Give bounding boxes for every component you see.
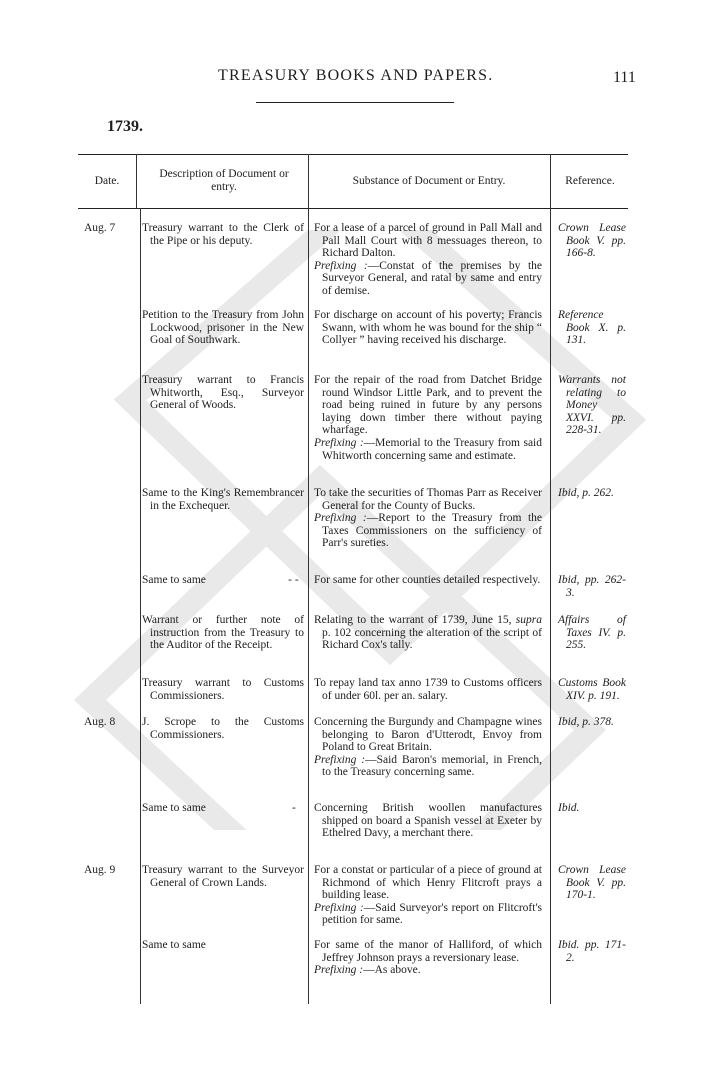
substance-text: For a lease of a parcel of ground in Pall Mall and Pall Mall Court with 8 messuages thereon, to Richard Dalton.: [314, 222, 542, 260]
row-description: Same to same: [142, 939, 206, 951]
prefixing-label: Prefixing :: [314, 753, 366, 766]
running-title: TREASURY BOOKS AND PAPERS.: [218, 67, 494, 84]
year-heading: 1739.: [107, 118, 143, 135]
row-description: Same to same -: [142, 802, 296, 814]
description-text: Same to same: [142, 802, 206, 814]
column-header-description: Description of Document or entry.: [159, 168, 289, 193]
prefixing-text: —Report to the Treasury from the Taxes Commissioners on the sufficiency of Parr's sureties.: [322, 512, 543, 550]
row-description: Warrant or further note of instruction from the Treasury to the Auditor of the Receipt.: [142, 614, 304, 652]
row-substance: To repay land tax anno 1739 to Customs officers of under 60l. per an. salary.: [314, 677, 542, 702]
substance-text: For a constat or particular of a piece of ground at Richmond of which Henry Flitcroft prays a building lease.: [314, 864, 542, 902]
row-substance: [314, 614, 542, 652]
prefixing-text: —Constat of the premises by the Surveyor General, and ratal by same and entry of demise.: [322, 259, 542, 297]
header-rule: [256, 102, 454, 103]
row-reference: Ibid. pp. 171-2.: [558, 939, 626, 964]
row-description: Same to the King's Remembrancer in the Exchequer.: [142, 487, 304, 512]
leader-dashes: - -: [288, 574, 299, 586]
row-reference: Ibid.: [558, 802, 580, 814]
column-divider: [140, 208, 141, 1004]
prefixing-text: —Memorial to the Treasury from said Whitworth concerning same and estimate.: [322, 436, 542, 462]
row-substance: [314, 374, 542, 462]
row-reference: Affairs of Taxes IV. p. 255.: [558, 614, 626, 652]
row-date: Aug. 7: [84, 222, 116, 234]
row-substance: For same for other counties detailed respectively.: [314, 574, 541, 586]
row-reference: Reference Book X. p. 131.: [558, 309, 626, 347]
page-number: 111: [613, 69, 636, 86]
substance-text: For same of the manor of Halliford, of which Jeffrey Johnson prays a reversionary lease.: [314, 939, 542, 964]
row-substance: [314, 222, 542, 298]
substance-text: For the repair of the road from Datchet Bridge round Windsor Little Park, and to prevent the road being ruined in future by any persons laying down timber there without paying wharfage.: [314, 374, 542, 437]
substance-text-pre: Relating to the warrant of 1739, June 15,: [314, 614, 512, 626]
row-reference: Ibid, pp. 262-3.: [558, 574, 626, 599]
row-description: Petition to the Treasury from John Lockwood, prisoner in the New Goal of Southwark.: [142, 309, 304, 347]
prefixing-label: Prefixing :: [314, 436, 364, 449]
row-description: [142, 574, 304, 587]
row-substance: [314, 716, 542, 779]
substance-text-post: p. 102 concerning the alteration of the script of Richard Cox's tally.: [322, 626, 542, 652]
column-divider: [308, 154, 309, 1004]
column-header-substance: Substance of Document or Entry.: [352, 174, 506, 187]
row-substance: Concerning British woollen manufactures shipped on board a Spanish vessel at Exeter by Ethelred Davy, a merchant there.: [314, 802, 542, 840]
row-description: Treasury warrant to the Surveyor General of Crown Lands.: [142, 864, 304, 889]
running-head: [0, 64, 721, 94]
header-bottom-rule: [78, 208, 628, 209]
row-substance: For discharge on account of his poverty; Francis Swann, with whom he was bound for the ship “ Collyer ” having received his discharge.: [314, 309, 542, 347]
prefixing-text: —Said Baron's memorial, in French, to the Treasury concerning same.: [322, 753, 543, 779]
row-description: J. Scrope to the Customs Commissioners.: [142, 716, 304, 741]
description-text: Same to same: [142, 574, 206, 586]
row-description: Treasury warrant to the Clerk of the Pipe or his deputy.: [142, 222, 304, 247]
row-description: Treasury warrant to Francis Whitworth, Esq., Surveyor General of Woods.: [142, 374, 304, 412]
substance-supra: supra: [515, 614, 542, 626]
prefixing-text: —As above.: [363, 964, 421, 977]
column-header-reference: Reference.: [565, 174, 615, 187]
prefixing-text: —Said Surveyor's report on Flitcroft's petition for same.: [322, 901, 542, 927]
row-reference: Crown Lease Book V. pp. 170-1.: [558, 864, 626, 902]
column-divider: [550, 154, 551, 1004]
row-reference: Customs Book XIV. p. 191.: [558, 677, 626, 702]
row-substance: [314, 864, 542, 927]
prefixing-label: Prefixing :: [314, 259, 368, 272]
prefixing-label: Prefixing :: [314, 964, 364, 977]
row-reference: Warrants not relating to Money XXVI. pp. 228-31.: [558, 374, 626, 437]
row-description: Treasury warrant to Customs Commissioners.: [142, 677, 304, 702]
substance-text: Concerning the Burgundy and Champagne wines belonging to Baron d'Utterodt, Envoy from Poland to Great Britain.: [314, 716, 542, 754]
row-date: Aug. 8: [84, 716, 116, 728]
row-reference: Crown Lease Book V. pp. 166-8.: [558, 222, 626, 260]
row-reference: Ibid, p. 262.: [558, 487, 614, 499]
prefixing-label: Prefixing :: [314, 901, 364, 914]
row-substance: [314, 487, 542, 550]
prefixing-label: Prefixing :: [314, 512, 367, 525]
column-divider: [136, 154, 137, 208]
column-header-date: Date.: [94, 174, 120, 187]
substance-text: To take the securities of Thomas Parr as Receiver General for the County of Bucks.: [314, 487, 542, 512]
row-substance: [314, 939, 542, 977]
calendar-table: [78, 154, 628, 1004]
row-date: Aug. 9: [84, 864, 116, 876]
row-reference: Ibid, p. 378.: [558, 716, 614, 728]
